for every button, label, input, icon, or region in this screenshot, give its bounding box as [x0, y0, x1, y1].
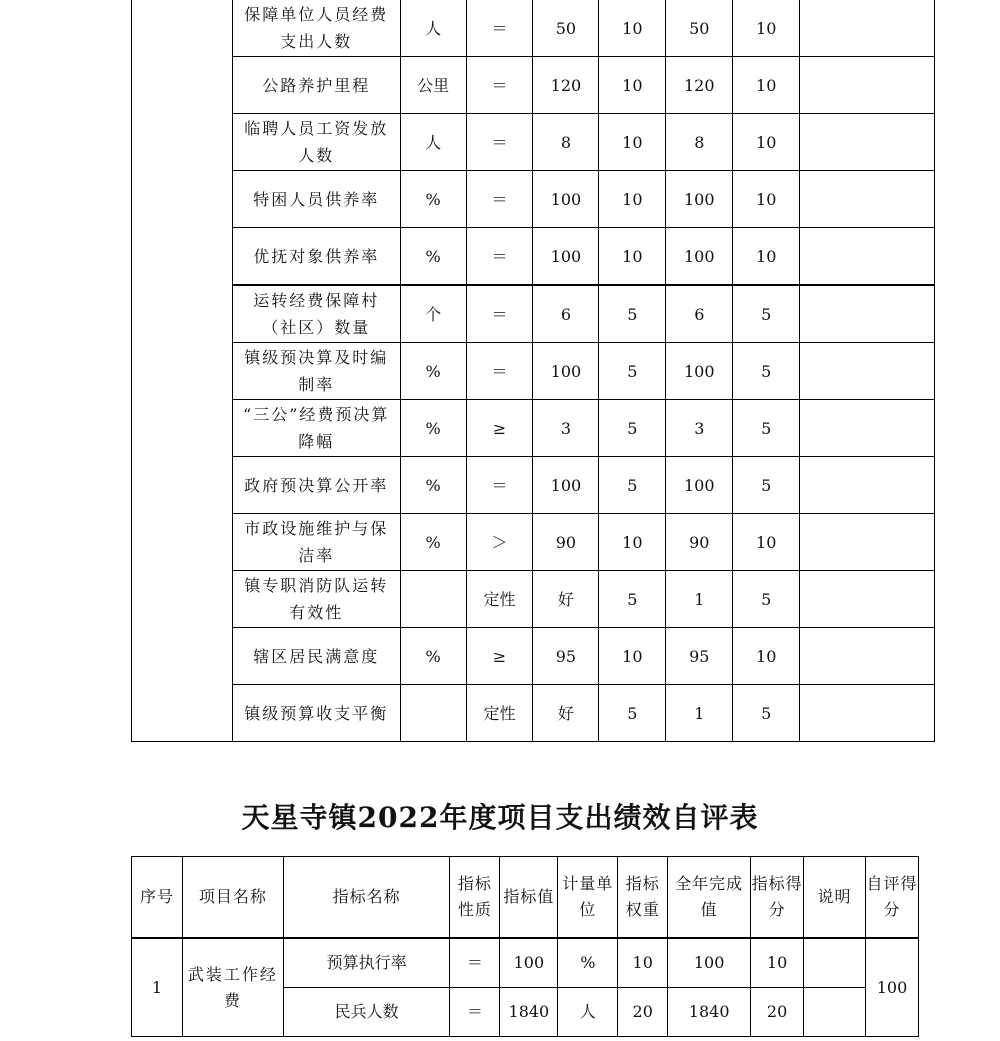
cell-actual-value: 100	[666, 171, 733, 228]
cell-note	[800, 57, 935, 114]
cell-operator: ＝	[466, 343, 533, 400]
cell-indicator-name: 特困人员供养率	[232, 171, 400, 228]
cell-operator: ≥	[466, 628, 533, 685]
cell-unit	[400, 685, 466, 742]
cell-target-value: 好	[533, 571, 599, 628]
cell-note	[804, 938, 866, 988]
table-row	[132, 571, 935, 628]
cell-score: 5	[733, 685, 800, 742]
cell-target-value: 50	[533, 0, 599, 57]
header-seq: 序号	[132, 857, 183, 939]
cell-indicator-name: 市政设施维护与保洁率	[232, 514, 400, 571]
header-weight: 指标权重	[618, 857, 668, 939]
cell-category-blank	[132, 0, 233, 742]
header-indicator-name: 指标名称	[283, 857, 450, 939]
cell-target-value: 100	[533, 228, 599, 286]
cell-note	[800, 571, 935, 628]
cell-note	[800, 228, 935, 286]
cell-unit: %	[400, 343, 466, 400]
table-row	[132, 228, 935, 286]
cell-score: 10	[751, 938, 804, 988]
cell-score: 5	[733, 457, 800, 514]
cell-weight: 5	[599, 285, 666, 343]
cell-weight: 5	[599, 400, 666, 457]
cell-weight: 10	[599, 171, 666, 228]
cell-unit: 个	[400, 285, 466, 343]
table-row	[132, 457, 935, 514]
table-row	[132, 628, 935, 685]
cell-actual-value: 95	[666, 628, 733, 685]
cell-value: 100	[500, 938, 558, 988]
header-project-name: 项目名称	[182, 857, 283, 939]
cell-score: 10	[733, 57, 800, 114]
cell-indicator-name: 辖区居民满意度	[232, 628, 400, 685]
cell-operator: ＞	[466, 514, 533, 571]
cell-actual-value: 6	[666, 285, 733, 343]
cell-score: 5	[733, 400, 800, 457]
cell-unit: 人	[558, 988, 618, 1037]
cell-unit: 公里	[400, 57, 466, 114]
cell-operator: ＝	[466, 114, 533, 171]
table-row	[132, 343, 935, 400]
cell-note	[800, 0, 935, 57]
cell-actual-value: 100	[666, 228, 733, 286]
cell-weight: 5	[599, 457, 666, 514]
cell-operator: ＝	[466, 0, 533, 57]
cell-weight: 10	[599, 514, 666, 571]
cell-unit: %	[400, 514, 466, 571]
cell-target-value: 好	[533, 685, 599, 742]
cell-operator: ＝	[466, 171, 533, 228]
cell-actual: 100	[668, 938, 751, 988]
cell-weight: 10	[599, 114, 666, 171]
cell-indicator-name: 镇级预决算及时编制率	[232, 343, 400, 400]
cell-nature: ＝	[450, 938, 500, 988]
table-row	[132, 171, 935, 228]
cell-unit: %	[400, 628, 466, 685]
cell-actual-value: 1	[666, 685, 733, 742]
cell-weight: 5	[599, 343, 666, 400]
header-note: 说明	[804, 857, 866, 939]
cell-target-value: 100	[533, 171, 599, 228]
cell-operator: ＝	[466, 228, 533, 286]
table-row	[132, 938, 919, 988]
cell-score: 10	[733, 0, 800, 57]
cell-actual-value: 100	[666, 457, 733, 514]
cell-project-name: 武装工作经费	[182, 938, 283, 1037]
table-row	[132, 0, 935, 57]
table-header-row	[132, 857, 919, 939]
cell-score: 10	[733, 114, 800, 171]
cell-actual: 1840	[668, 988, 751, 1037]
header-indicator-nature: 指标性质	[450, 857, 500, 939]
cell-note	[800, 285, 935, 343]
cell-weight: 10	[599, 57, 666, 114]
cell-indicator-name: 保障单位人员经费支出人数	[232, 0, 400, 57]
cell-operator: 定性	[466, 685, 533, 742]
cell-indicator-name: 公路养护里程	[232, 57, 400, 114]
cell-operator: 定性	[466, 571, 533, 628]
table-row	[132, 400, 935, 457]
cell-note	[800, 628, 935, 685]
cell-actual-value: 3	[666, 400, 733, 457]
cell-target-value: 120	[533, 57, 599, 114]
cell-nature: ＝	[450, 988, 500, 1037]
cell-score: 5	[733, 571, 800, 628]
cell-note	[800, 171, 935, 228]
cell-target-value: 6	[533, 285, 599, 343]
header-score: 指标得分	[751, 857, 804, 939]
cell-indicator-name: 临聘人员工资发放人数	[232, 114, 400, 171]
cell-operator: ＝	[466, 285, 533, 343]
cell-note	[800, 343, 935, 400]
table-row	[132, 685, 935, 742]
cell-indicator: 预算执行率	[283, 938, 450, 988]
table-row	[132, 285, 935, 343]
cell-note	[800, 400, 935, 457]
cell-weight: 5	[599, 571, 666, 628]
cell-unit: %	[400, 171, 466, 228]
cell-note	[800, 514, 935, 571]
table-row	[132, 514, 935, 571]
cell-indicator-name: 优抚对象供养率	[232, 228, 400, 286]
cell-weight: 10	[618, 938, 668, 988]
cell-operator: ＝	[466, 57, 533, 114]
cell-weight: 5	[599, 685, 666, 742]
cell-unit: %	[400, 400, 466, 457]
indicator-table-continued	[131, 0, 935, 742]
cell-unit	[400, 571, 466, 628]
cell-target-value: 95	[533, 628, 599, 685]
cell-unit: %	[400, 457, 466, 514]
cell-operator: ＝	[466, 457, 533, 514]
cell-note	[800, 114, 935, 171]
cell-target-value: 100	[533, 343, 599, 400]
cell-note	[804, 988, 866, 1037]
cell-unit: %	[400, 228, 466, 286]
cell-weight: 10	[599, 0, 666, 57]
cell-indicator-name: 镇级预算收支平衡	[232, 685, 400, 742]
cell-unit: 人	[400, 114, 466, 171]
cell-score: 5	[733, 343, 800, 400]
cell-weight: 10	[599, 228, 666, 286]
cell-weight: 10	[599, 628, 666, 685]
table-row	[132, 57, 935, 114]
header-unit: 计量单位	[558, 857, 618, 939]
cell-self-score: 100	[865, 938, 918, 1037]
cell-actual-value: 1	[666, 571, 733, 628]
cell-target-value: 8	[533, 114, 599, 171]
cell-indicator: 民兵人数	[283, 988, 450, 1037]
cell-note	[800, 685, 935, 742]
cell-seq: 1	[132, 938, 183, 1037]
cell-indicator-name: 政府预决算公开率	[232, 457, 400, 514]
table-row	[132, 114, 935, 171]
cell-value: 1840	[500, 988, 558, 1037]
cell-indicator-name: 镇专职消防队运转有效性	[232, 571, 400, 628]
cell-actual-value: 120	[666, 57, 733, 114]
cell-score: 10	[733, 514, 800, 571]
cell-weight: 20	[618, 988, 668, 1037]
cell-actual-value: 100	[666, 343, 733, 400]
header-indicator-value: 指标值	[500, 857, 558, 939]
cell-unit: 人	[400, 0, 466, 57]
cell-target-value: 100	[533, 457, 599, 514]
project-performance-table	[131, 856, 919, 1037]
cell-target-value: 3	[533, 400, 599, 457]
cell-score: 5	[733, 285, 800, 343]
cell-score: 10	[733, 171, 800, 228]
cell-indicator-name: 运转经费保障村（社区）数量	[232, 285, 400, 343]
cell-indicator-name: “三公”经费预决算降幅	[232, 400, 400, 457]
cell-operator: ≥	[466, 400, 533, 457]
header-self-score: 自评得分	[865, 857, 918, 939]
cell-score: 10	[733, 628, 800, 685]
cell-score: 20	[751, 988, 804, 1037]
cell-actual-value: 50	[666, 0, 733, 57]
page-title: 天星寺镇2022年度项目支出绩效自评表	[241, 801, 759, 834]
cell-target-value: 90	[533, 514, 599, 571]
cell-note	[800, 457, 935, 514]
cell-score: 10	[733, 228, 800, 286]
header-actual: 全年完成值	[668, 857, 751, 939]
cell-actual-value: 8	[666, 114, 733, 171]
cell-actual-value: 90	[666, 514, 733, 571]
cell-unit: %	[558, 938, 618, 988]
